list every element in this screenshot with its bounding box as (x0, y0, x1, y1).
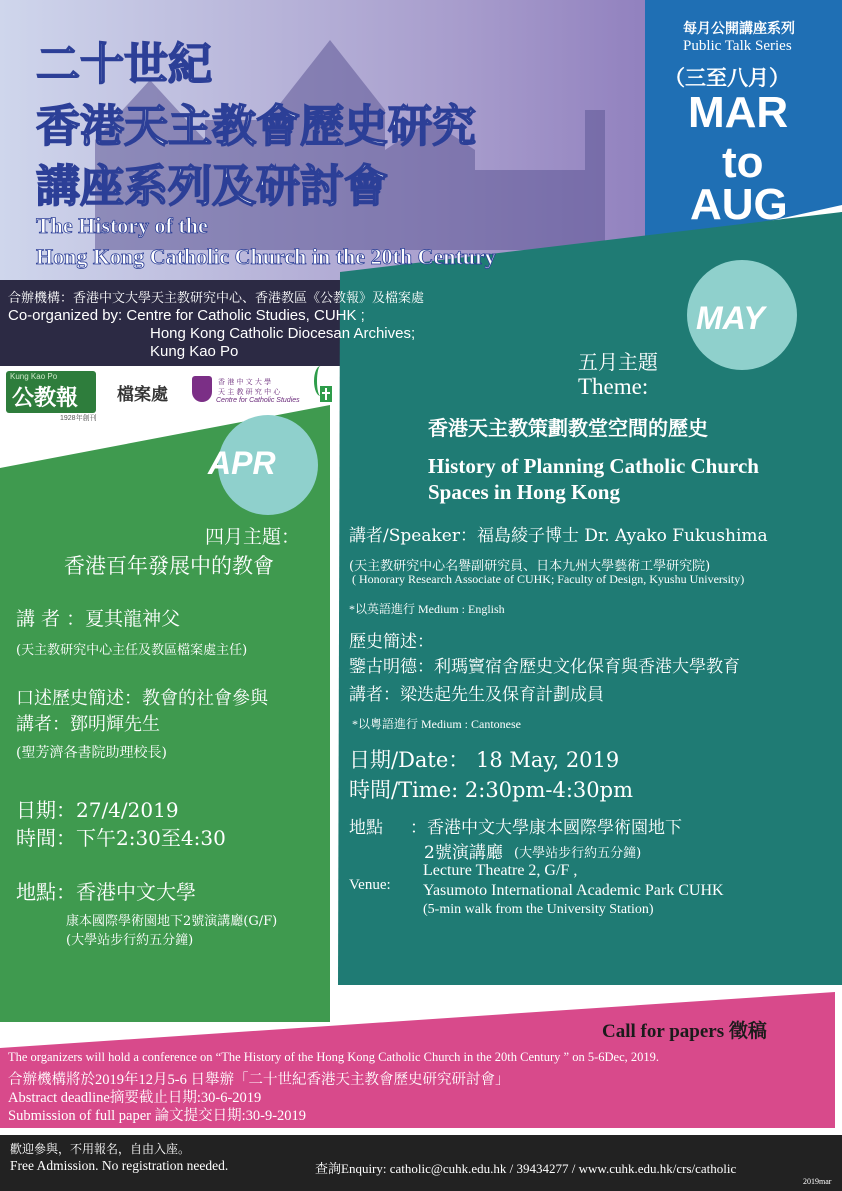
may-venue-zh-2: 2號演講廳 (424, 843, 503, 863)
apr-speaker-note: (天主教研究中心主任及教區檔案處主任) (16, 643, 248, 658)
may-month: MAY (696, 300, 765, 336)
series-label-zh: 每月公開講座系列 (683, 21, 795, 37)
may-theme-zh: 香港天主教策劃教堂空間的歷史 (428, 416, 708, 440)
may-speaker: 講者/Speaker：福島綾子博士 Dr. Ayako Fukushima (349, 526, 768, 546)
apr-venue: 地點：香港中文大學 (16, 880, 196, 904)
apr-oral-note: (聖芳濟各書院助理校長) (16, 745, 167, 761)
may-venue-label-en: Venue: (349, 877, 391, 893)
title-en-line-2: Hong Kong Catholic Church in the 20th Century (36, 244, 496, 269)
may-theme-label-zh: 五月主題 (578, 350, 658, 374)
kkp-logo-year: 1928年創刊 (60, 415, 97, 422)
apr-month: APR (208, 445, 276, 481)
may-theme-en-2: Spaces in Hong Kong (428, 480, 620, 504)
may-history-title: 鑒古明德：利瑪竇宿舍歷史文化保育與香港大學教育 (349, 657, 740, 677)
title-zh-line-1: 二十世紀 (36, 40, 212, 89)
title-zh-line-2: 香港天主教會歷史研究 (36, 102, 476, 151)
apr-time: 時間：下午2:30至4:30 (16, 826, 226, 850)
may-venue-zh-1: ：香港中文大學康本國際學術園地下 (410, 818, 682, 838)
ccs-logo-zh-2: 天 主 教 研 究 中 心 (218, 388, 281, 396)
organizers-zh: 合辦機構：香港中文大學天主教研究中心、香港教區《公教報》及檔案處 (8, 291, 425, 306)
apr-venue-2: 康本國際學術園地下2號演講廳(G/F) (66, 914, 278, 929)
may-venue-en-2: Yasumoto International Academic Park CUHK (423, 882, 724, 899)
call-heading: Call for papers 徵稿 (602, 1021, 767, 1042)
may-theme-label-en: Theme: (578, 374, 649, 399)
may-venue-en-3: (5-min walk from the University Station) (423, 902, 654, 917)
cross-leaf-icon (314, 366, 332, 406)
may-speaker-note-en: ( Honorary Research Associate of CUHK; Faculty of Design, Kyushu University) (352, 572, 745, 586)
apr-speaker: 講 者 ：夏其龍神父 (16, 608, 181, 630)
may-venue-label-zh: 地點 (349, 818, 383, 838)
organizers-en-2: Hong Kong Catholic Diocesan Archives; (150, 325, 416, 342)
call-line-1: The organizers will hold a conference on “The History of the Hong Kong Catholic Church in the 20th Century ” on 5-6Dec, 2019. (8, 1050, 659, 1064)
series-range-start: MAR (688, 88, 789, 137)
kung-kao-po-logo (6, 371, 96, 413)
apr-oral-speaker: 講者：鄧明輝先生 (16, 714, 160, 735)
apr-date: 日期：27/4/2019 (16, 798, 179, 822)
cuhk-crest-icon (192, 376, 212, 402)
call-line-2: 合辦機構將於2019年12月5-6 日舉辦「二十世紀香港天主教會歷史研究研討會」 (8, 1072, 510, 1088)
ccs-logo-zh-1: 香 港 中 文 大 學 (218, 378, 272, 386)
may-history-speaker: 講者：梁迭起先生及保育計劃成員 (349, 685, 604, 705)
apr-oral-title: 口述歷史簡述：教會的社會參與 (16, 688, 268, 709)
title-zh-line-3: 講座系列及研討會 (36, 162, 388, 211)
footer-free-en: Free Admission. No registration needed. (10, 1158, 229, 1173)
apr-theme-label: 四月主題： (205, 526, 301, 548)
archives-logo-text: 檔案處 (117, 385, 168, 405)
may-theme-en-1: History of Planning Catholic Church (428, 454, 759, 478)
may-medium-1: *以英語進行 Medium : English (349, 602, 505, 616)
footer-enquiry: 查詢Enquiry: catholic@cuhk.edu.hk / 39434277 / www.cuhk.edu.hk/crs/catholic (315, 1161, 737, 1176)
kkp-logo-small: Kung Kao Po (10, 372, 58, 381)
organizers-en-3: Kung Kao Po (150, 343, 239, 360)
call-line-3: Abstract deadline摘要截止日期:30-6-2019 (8, 1090, 262, 1106)
may-medium-2: *以粵語進行 Medium : Cantonese (352, 717, 521, 731)
may-venue-en-1: Lecture Theatre 2, G/F , (423, 862, 578, 879)
may-date: 日期/Date： 18 May, 2019 (349, 748, 620, 772)
apr-venue-3: (大學站步行約五分鐘) (66, 933, 194, 948)
series-range-end: AUG (690, 180, 788, 229)
organizers-en-1: Co-organized by: Centre for Catholic Studies, CUHK ; (8, 307, 365, 324)
may-speaker-note-zh: (天主教研究中心名譽副研究員、日本九州大學藝術工學研究院) (349, 559, 711, 574)
may-venue-zh-2b: (大學站步行約五分鐘) (514, 846, 642, 861)
footer-free-zh: 歡迎參與，不用報名，自由入座。 (10, 1142, 191, 1156)
series-months-zh: （三至八月） (664, 65, 790, 90)
footer-code: 2019mar (803, 1177, 832, 1186)
apr-theme: 香港百年發展中的教會 (64, 554, 274, 578)
may-time: 時間/Time: 2:30pm-4:30pm (349, 778, 634, 802)
call-line-4: Submission of full paper 論文提交日期:30-9-2019 (8, 1108, 307, 1124)
series-label-en: Public Talk Series (683, 38, 792, 54)
kkp-logo-big: 公教報 (12, 385, 79, 411)
ccs-logo-en: Centre for Catholic Studies (216, 397, 300, 404)
title-en-line-1: The History of the (36, 213, 208, 238)
series-range-to: to (722, 138, 764, 187)
may-history-label: 歷史簡述： (349, 632, 434, 652)
